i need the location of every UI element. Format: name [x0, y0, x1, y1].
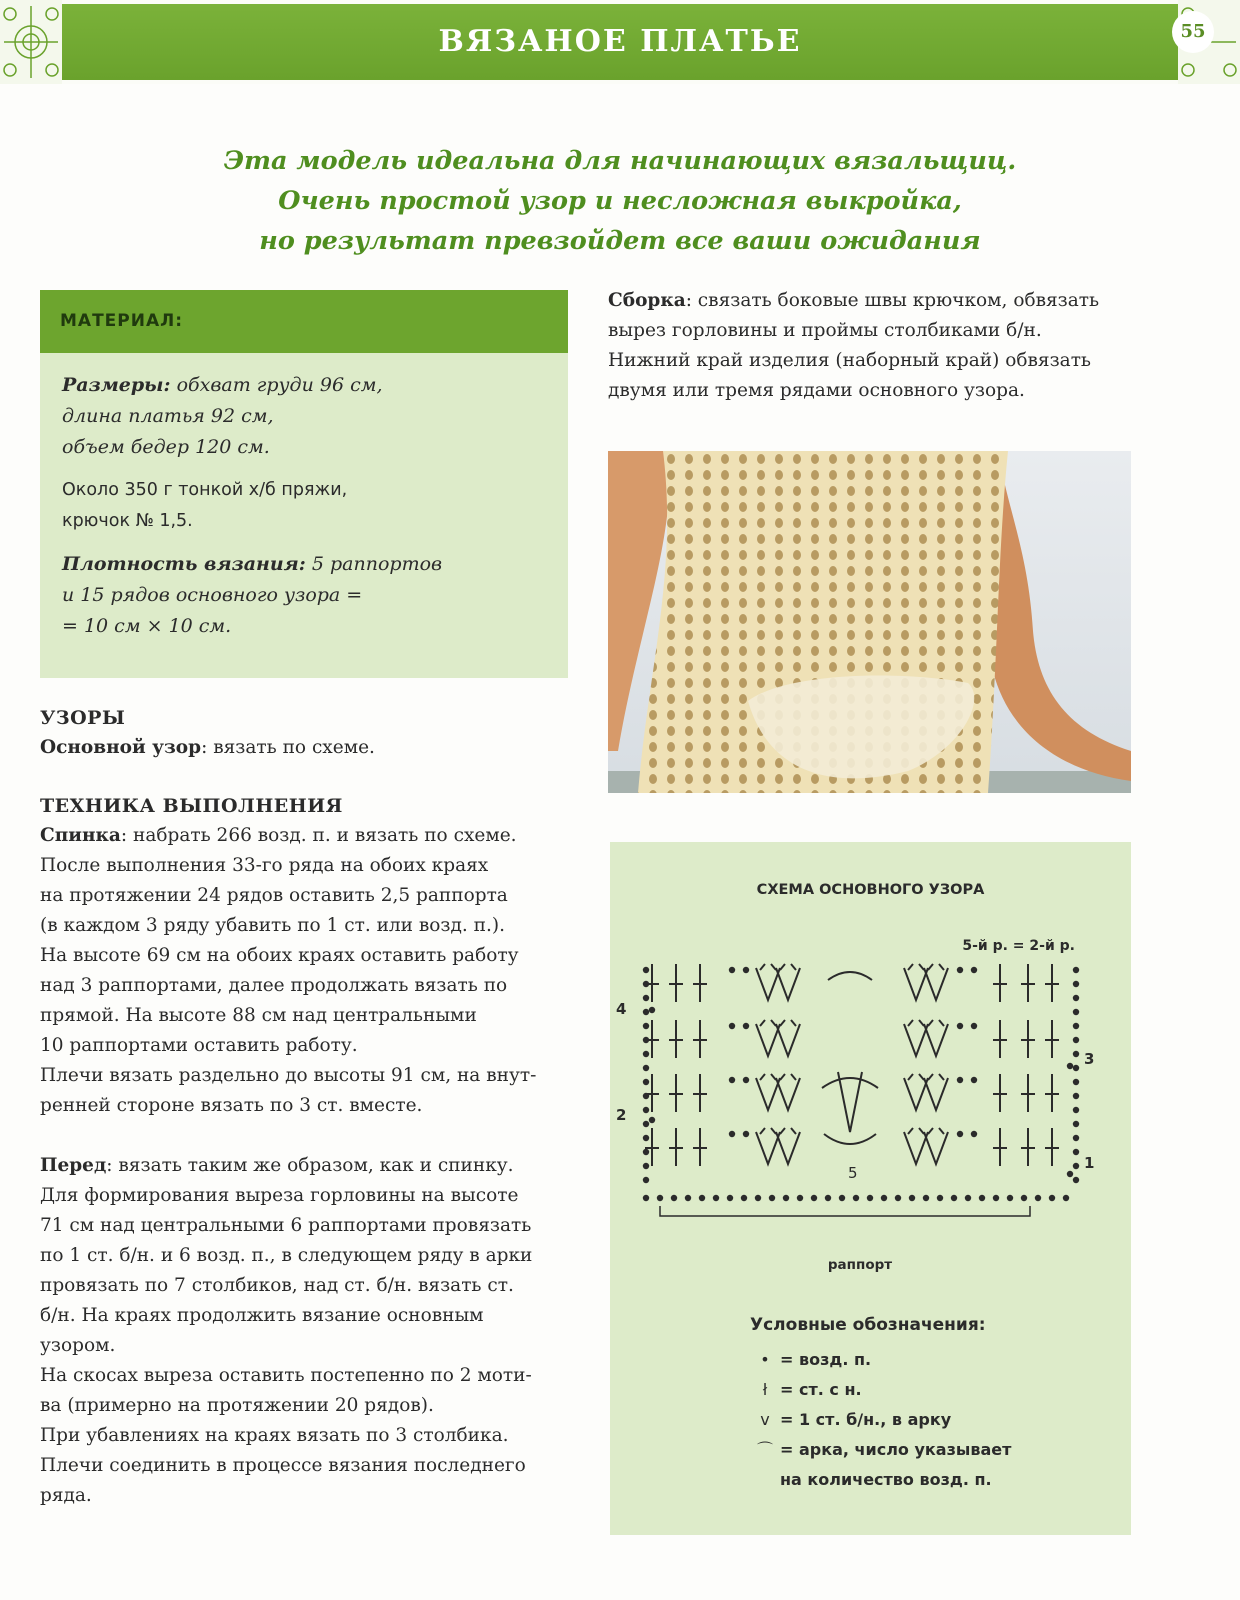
back-line: На высоте 69 см на обоих краях оставить работу [40, 945, 519, 966]
front-line: При убавлениях на краях вязать по 3 столбика. [40, 1425, 509, 1446]
chain-stitch [743, 967, 749, 973]
chain-stitch [755, 1195, 761, 1201]
legend-title: Условные обозначения: [750, 1315, 986, 1335]
back-line: (в каждом 3 ряду убавить по 1 ст. или возд. п.). [40, 915, 505, 936]
intro-line: Эта модель идеальна для начинающих вязальщиц. [223, 146, 1017, 176]
legend-text: = 1 ст. б/н., в арку [780, 1410, 952, 1429]
double-crochet-stitch [693, 1074, 707, 1112]
chain-stitch [649, 1117, 655, 1123]
back-line: над 3 раппортами, далее продолжать вязать по [40, 975, 508, 996]
chain-stitch [649, 1007, 655, 1013]
chain-stitch [839, 1195, 845, 1201]
sizes-text: длина платья 92 см, [62, 405, 274, 427]
assembly-text: вырез горловины и проймы столбиками б/н. [608, 320, 1042, 341]
chain-stitch [1073, 1079, 1079, 1085]
chain-stitch [743, 1077, 749, 1083]
chain-stitch [1073, 1121, 1079, 1127]
chain-stitch [1067, 1063, 1073, 1069]
assembly-text: : связать боковые швы крючком, обвязать [685, 290, 1100, 311]
double-crochet-stitch [693, 1020, 707, 1058]
front-line: ва (примерно на протяжении 20 рядов). [40, 1395, 434, 1416]
back-text: : набрать 266 возд. п. и вязать по схеме. [120, 825, 517, 846]
assembly-text: двумя или тремя рядами основного узора. [608, 380, 1025, 401]
rapport-label: раппорт [827, 1257, 893, 1273]
double-crochet-stitch [669, 1128, 683, 1166]
sizes-label: Размеры: [62, 374, 171, 396]
chain-stitch [643, 1023, 649, 1029]
chain-stitch [1073, 1037, 1079, 1043]
fan-stitch [776, 1020, 800, 1056]
chain-stitch [657, 1195, 663, 1201]
back-label: Спинка [40, 825, 121, 846]
sizes-text: обхват груди 96 см, [176, 374, 383, 396]
arc-stitch [822, 1078, 878, 1088]
chain-stitch [685, 1195, 691, 1201]
chain-stitch [743, 1023, 749, 1029]
density-label: Плотность вязания: [62, 553, 306, 575]
front-line: узором. [40, 1335, 116, 1356]
back-line: ренней стороне вязать по 3 ст. вместе. [40, 1095, 423, 1116]
chain-stitch [797, 1195, 803, 1201]
back-line: Плечи вязать раздельно до высоты 91 см, на внут- [40, 1065, 537, 1086]
material-density [62, 549, 548, 642]
chain-stitch [1073, 1149, 1079, 1155]
chain-stitch [741, 1195, 747, 1201]
chain-stitch [1073, 1093, 1079, 1099]
fan-stitch [924, 1074, 948, 1110]
chain-stitch [729, 967, 735, 973]
chain-stitch [643, 1107, 649, 1113]
double-crochet-stitch [993, 964, 1007, 1002]
front-line: по 1 ст. б/н. и 6 возд. п., в следующем ряду в арки [40, 1245, 533, 1266]
double-crochet-stitch [1021, 964, 1035, 1002]
double-crochet-stitch [693, 1128, 707, 1166]
intro-line: Очень простой узор и несложная выкройка, [278, 186, 962, 216]
front-text: : вязать таким же образом, как и спинку. [106, 1155, 514, 1176]
yarn-text: крючок № 1,5. [62, 511, 193, 531]
legend-row [750, 1435, 1011, 1465]
chain-stitch [643, 967, 649, 973]
chain-icon: • [760, 1350, 770, 1369]
chain-stitch [1007, 1195, 1013, 1201]
chain-stitch [965, 1195, 971, 1201]
chain-stitch [643, 1195, 649, 1201]
chain-stitch [1073, 1177, 1079, 1183]
chain-stitch [811, 1195, 817, 1201]
dress-photo [608, 451, 1131, 793]
back-line [40, 821, 570, 851]
chain-stitch [1073, 981, 1079, 987]
double-crochet-stitch [645, 1128, 659, 1166]
front-line [40, 1151, 570, 1181]
chain-stitch [643, 1051, 649, 1057]
chain-stitch [727, 1195, 733, 1201]
double-crochet-stitch [669, 1020, 683, 1058]
double-crochet-stitch [993, 1020, 1007, 1058]
chain-stitch [993, 1195, 999, 1201]
arc-icon: ⌒ [756, 1440, 773, 1459]
front-line: б/н. На краях продолжить вязание основным [40, 1305, 484, 1326]
chain-stitch [1073, 1065, 1079, 1071]
page-header [0, 0, 1240, 84]
front-label: Перед [40, 1155, 107, 1176]
legend-text: = арка, число указывает [780, 1440, 1012, 1459]
material-box [40, 290, 568, 678]
fan-stitch [924, 1128, 948, 1164]
patterns-section [40, 703, 570, 763]
density-text: 5 раппортов [311, 553, 443, 575]
chain-stitch [743, 1131, 749, 1137]
chain-stitch [1035, 1195, 1041, 1201]
main-pattern-text: : вязать по схеме. [201, 737, 375, 758]
front-line: На скосах выреза оставить постепенно по 2 моти- [40, 1365, 532, 1386]
chain-stitch [895, 1195, 901, 1201]
density-text: = 10 см × 10 см. [62, 615, 232, 637]
double-crochet-stitch [993, 1074, 1007, 1112]
chain-stitch [923, 1195, 929, 1201]
legend-spacer [750, 1465, 780, 1495]
chain-stitch [867, 1195, 873, 1201]
double-crochet-stitch [669, 1074, 683, 1112]
chain-stitch [699, 1195, 705, 1201]
legend-text: = возд. п. [780, 1350, 872, 1369]
chain-stitch [643, 1009, 649, 1015]
row-number-label: 4 [616, 1000, 627, 1018]
double-crochet-stitch [669, 964, 683, 1002]
chain-stitch [957, 1077, 963, 1083]
fan-stitch [776, 964, 800, 1000]
double-crochet-stitch [993, 1128, 1007, 1166]
assembly-label: Сборка [608, 290, 686, 311]
chain-stitch [729, 1077, 735, 1083]
intro-text [120, 141, 1120, 261]
fan-stitch [838, 1072, 862, 1132]
chain-stitch [643, 995, 649, 1001]
chain-stitch [783, 1195, 789, 1201]
legend [750, 1315, 1011, 1495]
page-title: ВЯЗАНОЕ ПЛАТЬЕ [438, 24, 802, 59]
material-heading: МАТЕРИАЛ: [40, 290, 568, 353]
yarn-text: Около 350 г тонкой х/б пряжи, [62, 480, 348, 500]
chain-stitch [1021, 1195, 1027, 1201]
chain-stitch [853, 1195, 859, 1201]
chain-stitch [971, 1077, 977, 1083]
scheme-box [610, 842, 1131, 1535]
back-line: прямой. На высоте 88 см над центральными [40, 1005, 477, 1026]
chain-stitch [957, 967, 963, 973]
sizes-text: объем бедер 120 см. [62, 436, 270, 458]
rapport-bracket [660, 1206, 1030, 1216]
double-crochet-stitch [1045, 1020, 1059, 1058]
fan-stitch [924, 1020, 948, 1056]
chain-stitch [1063, 1195, 1069, 1201]
single-crochet-icon: v [760, 1410, 770, 1429]
scheme-title: СХЕМА ОСНОВНОГО УЗОРА [756, 882, 985, 898]
legend-row [750, 1375, 1011, 1405]
chain-stitch [643, 1149, 649, 1155]
double-crochet-stitch [1021, 1020, 1035, 1058]
chain-stitch [1073, 967, 1079, 973]
chain-stitch [729, 1023, 735, 1029]
double-crochet-stitch [1045, 964, 1059, 1002]
chain-stitch [643, 1135, 649, 1141]
chain-stitch [1049, 1195, 1055, 1201]
double-crochet-stitch [693, 964, 707, 1002]
fan-stitch [924, 964, 948, 1000]
front-line: 71 см над центральными 6 раппортами провязать [40, 1215, 532, 1236]
back-line: на протяжении 24 рядов оставить 2,5 раппорта [40, 885, 508, 906]
row-note: 5-й р. = 2-й р. [962, 938, 1075, 954]
chain-stitch [1067, 1171, 1073, 1177]
row-number-label: 1 [1084, 1154, 1095, 1172]
back-line: 10 раппортами оставить работу. [40, 1035, 358, 1056]
chain-stitch [957, 1131, 963, 1137]
chain-stitch [643, 1037, 649, 1043]
patterns-heading: УЗОРЫ [40, 707, 126, 729]
chain-stitch [729, 1131, 735, 1137]
chain-stitch [937, 1195, 943, 1201]
chain-stitch [643, 1121, 649, 1127]
chain-stitch [825, 1195, 831, 1201]
double-crochet-icon: ł [762, 1380, 768, 1399]
double-crochet-stitch [1045, 1074, 1059, 1112]
chain-stitch [971, 1131, 977, 1137]
legend-row [750, 1345, 1011, 1375]
legend-text: = ст. с н. [780, 1380, 862, 1399]
chain-stitch [1073, 1163, 1079, 1169]
arc-number-label: 5 [848, 1164, 858, 1182]
row-number-label: 3 [1084, 1050, 1095, 1068]
front-line: провязать по 7 столбиков, над ст. б/н. вязать ст. [40, 1275, 514, 1296]
technique-heading: ТЕХНИКА ВЫПОЛНЕНИЯ [40, 795, 343, 817]
arc-stitch [824, 1134, 876, 1144]
chain-stitch [1073, 1107, 1079, 1113]
double-crochet-stitch [1021, 1074, 1035, 1112]
assembly-text: Нижний край изделия (наборный край) обвязать [608, 350, 1092, 371]
chain-stitch [909, 1195, 915, 1201]
double-crochet-stitch [1045, 1128, 1059, 1166]
front-line: ряда. [40, 1485, 92, 1506]
chain-stitch [1073, 995, 1079, 1001]
patterns-main [40, 733, 570, 763]
chain-stitch [1073, 1135, 1079, 1141]
front-line: Для формирования выреза горловины на высоте [40, 1185, 519, 1206]
chain-stitch [643, 1177, 649, 1183]
legend-text: на количество возд. п. [780, 1470, 992, 1489]
chain-stitch [957, 1023, 963, 1029]
chain-stitch [1073, 1051, 1079, 1057]
density-text: и 15 рядов основного узора = [62, 584, 363, 606]
legend-row [750, 1405, 1011, 1435]
intro-line: но результат превзойдет все ваши ожидания [259, 226, 981, 256]
arc-stitch [828, 972, 872, 980]
assembly-section [608, 286, 1133, 406]
chain-stitch [643, 1079, 649, 1085]
chain-stitch [971, 1023, 977, 1029]
chain-stitch [971, 967, 977, 973]
chain-stitch [713, 1195, 719, 1201]
chain-stitch [643, 1093, 649, 1099]
double-crochet-stitch [1021, 1128, 1035, 1166]
chain-stitch [643, 1065, 649, 1071]
chain-stitch [881, 1195, 887, 1201]
main-pattern-label: Основной узор [40, 737, 202, 758]
chain-stitch [671, 1195, 677, 1201]
front-line: Плечи соединить в процессе вязания последнего [40, 1455, 526, 1476]
chain-stitch [643, 1163, 649, 1169]
page-number: 55 [1172, 11, 1214, 53]
material-sizes [62, 370, 548, 463]
chain-stitch [951, 1195, 957, 1201]
back-line: После выполнения 33-го ряда на обоих краях [40, 855, 489, 876]
legend-row [750, 1465, 1011, 1495]
chain-stitch [643, 981, 649, 987]
chain-stitch [979, 1195, 985, 1201]
material-yarn [62, 475, 548, 537]
fan-stitch [776, 1128, 800, 1164]
chain-stitch [1073, 1009, 1079, 1015]
chain-stitch [769, 1195, 775, 1201]
fan-stitch [776, 1074, 800, 1110]
row-number-label: 2 [616, 1106, 627, 1124]
chain-stitch [1073, 1023, 1079, 1029]
technique-section [40, 791, 570, 1511]
